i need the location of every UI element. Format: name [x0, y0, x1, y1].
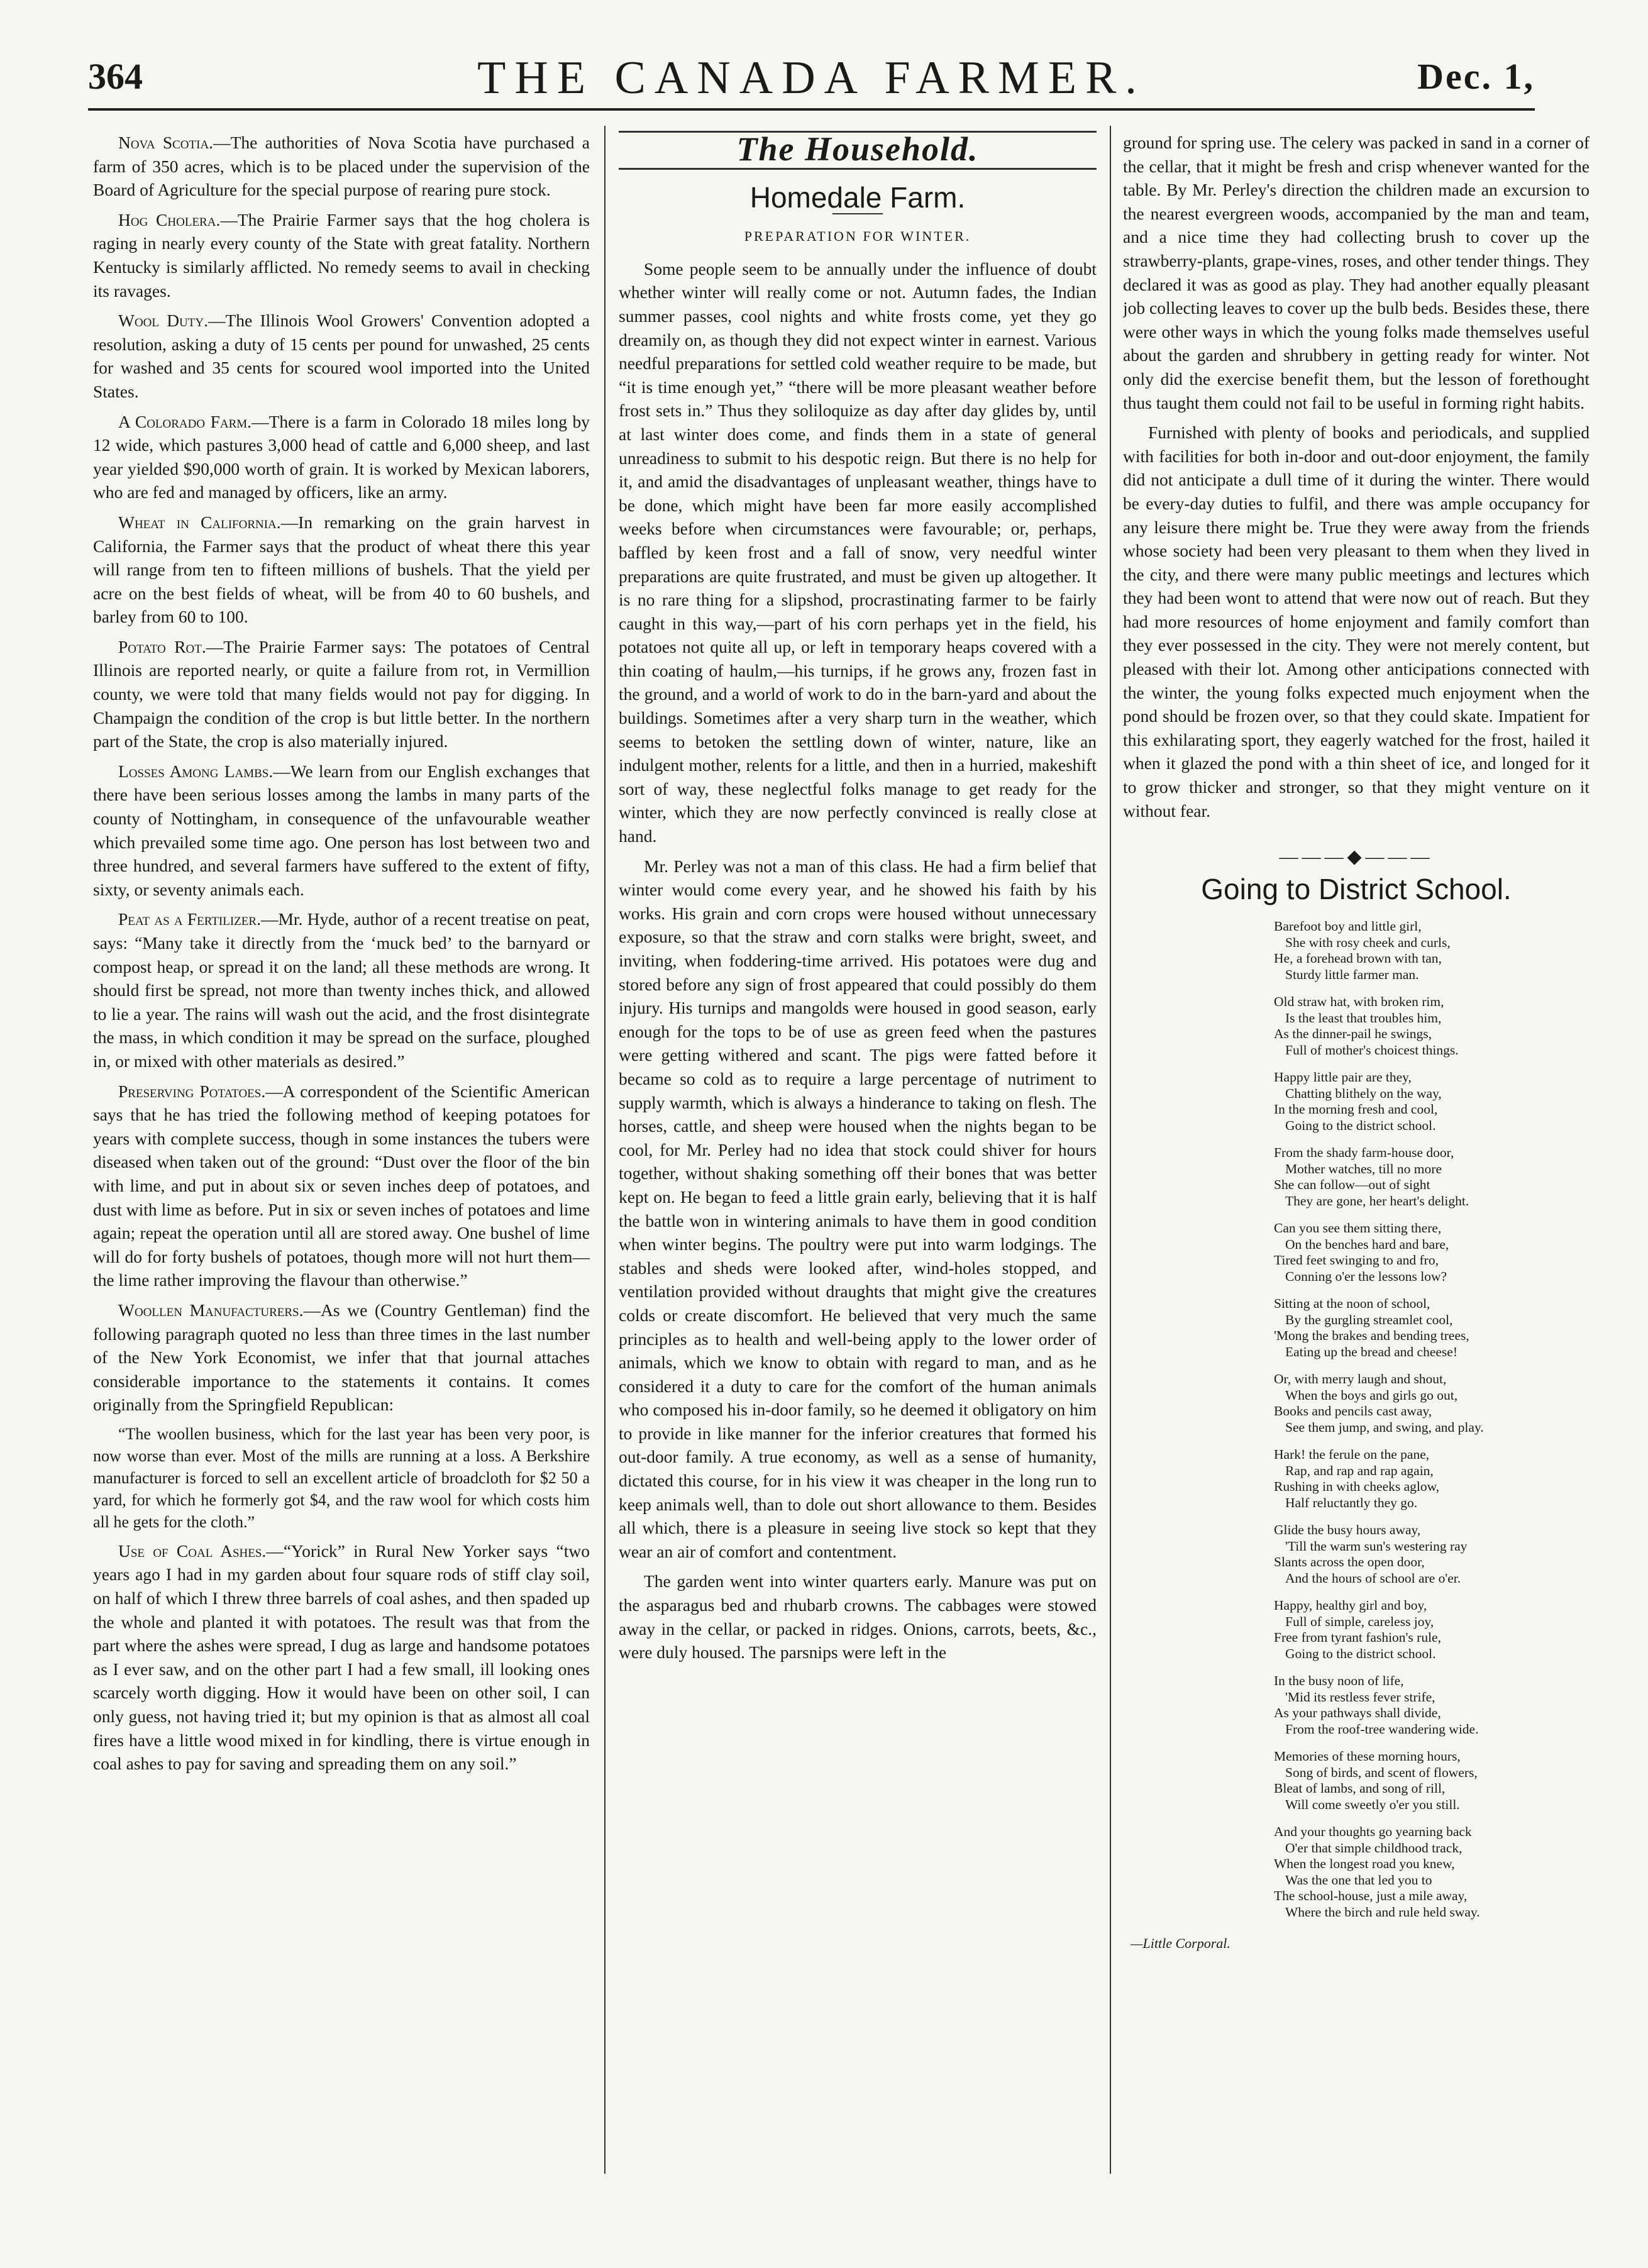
poem-line: Was the one that led you to [1285, 1872, 1432, 1888]
poem-stanza [1274, 1824, 1590, 1920]
poem-line: See them jump, and swing, and play. [1285, 1419, 1484, 1435]
section-heading: The Household. [619, 131, 1097, 170]
poem-line: In the busy noon of life, [1274, 1673, 1404, 1689]
ornamental-divider: ———◆——— [1279, 846, 1434, 868]
item-heading: Potato Rot. [118, 636, 206, 656]
news-item [93, 760, 590, 902]
item-text: —The Prairie Farmer says that the hog cholera is raging in nearly every county of the State with great fatality. Northern Kentucky is similarly afflicted. No remedy seems to avail in checking its ravages. [93, 209, 590, 301]
poem-line: From the roof-tree wandering wide. [1285, 1721, 1479, 1737]
poem-stanza [1274, 1447, 1590, 1511]
item-text: —“Yorick” in Rural New Yorker says “two years ago I had in my garden about four square rods of stiff clay soil, on half of which I threw three barrels of coal ashes, and then spaded up the whole and planted it with potatoes. The result was that from the part where the ashes were spread, I dug as large and handsome potatoes as I ever saw, and on the other part I had a few small, ill looking ones scarcely worth digging. How it would have been on other soil, I can only guess, not having tried it; but my opinion is that as almost all coal fires have a little wood mixed in for kindling, there is virtue enough in coal ashes to pay for saving and spreading them on any soil.” [93, 1541, 590, 1774]
poem-stanza [1274, 1598, 1590, 1662]
poem-line: Tired feet swinging to and fro, [1274, 1253, 1439, 1268]
article-paragraph: Some people seem to be annually under the influence of doubt whether winter will really come or not. Autumn fades, the Indian summer passes, cool nights and white frosts come, yet they go dreamily on, as though they did not expect winter in earnest. Various needful preparations for settled cold weather require to be made, but “it is time enough yet,” “there will be more pleasant weather before frost sets in.” Thus they soliloquize as day after day glides by, until at last winter does come, and finds them in a state of general unreadiness to submit to his despotic reign. But there is no help for it, and amid the disadvantages of unpleasant weather, things have to be done, which might have been far more easily accomplished weeks before when circumstances were favourable; or, perhaps, baffled by keen frost and a fall of snow, very needful winter preparations are quite frustrated, and must be given up altogether. It is no rare thing for a slipshod, procrastinating farmer to be fairly caught in this way,—part of his corn perhaps yet in the field, his potatoes not quite all up, or left in temporary heaps covered with a thin coating of haulm,—his turnips, if he grows any, frozen fast in the ground, and a world of work to do in the barn-yard and about the buildings. Sometimes after a very sharp turn in the weather, which seems to betoken the settling down of winter, nature, like an indulgent mother, relents for a little, and then in a hurried, makeshift sort of way, these neglectful folks manage to get ready for the winter, which they are now perfectly convinced is really close at hand. [619, 258, 1097, 846]
poem-line: By the gurgling streamlet cool, [1285, 1312, 1453, 1327]
poem-stanza [1274, 1673, 1590, 1737]
poem-line: Slants across the open door, [1274, 1554, 1425, 1570]
news-item [93, 1298, 590, 1417]
poem-stanza [1274, 1749, 1590, 1813]
news-item [93, 309, 590, 403]
poem-line: Rap, and rap and rap again, [1285, 1463, 1434, 1478]
poem-line: As the dinner-pail he swings, [1274, 1026, 1432, 1042]
poem-line: Hark! the ferule on the pane, [1274, 1447, 1430, 1463]
poem-line: Rushing in with cheeks aglow, [1274, 1479, 1440, 1495]
poem-stanza [1274, 1145, 1590, 1209]
item-text: —In remarking on the grain harvest in California, the Farmer says that the product of wheat there this year will range from ten to fifteen millions of bushels. That the yield per acre on the best fields of wheat, will be from 40 to 60 bushels, and barley from 60 to 100. [93, 512, 590, 627]
poem-line: Sitting at the noon of school, [1274, 1296, 1430, 1312]
item-text: —The authorities of Nova Scotia have purchased a farm of 350 acres, which is to be placed under the supervision of the Board of Agriculture for the special purpose of rearing pure stock. [93, 133, 590, 200]
item-heading: Preserving Potatoes. [118, 1081, 266, 1101]
poem-stanza [1274, 1522, 1590, 1586]
article-paragraph: ground for spring use. The celery was packed in sand in a corner of the cellar, that it might be fresh and crisp whenever wanted for the table. By Mr. Perley's direction the children made an excursion to the nearest evergreen woods, accompanied by the man and team, and a nice time they had collecting brush to cover up the strawberry-plants, grape-vines, roses, and other tender things. They declared it was as good as play. They had another equally pleasant job collecting leaves to cover up the bulb beds. Besides these, there were other ways in which the young folks made themselves useful about the garden and shrubbery in getting ready for winter. Not only did the exercise benefit them, but the lesson of forethought thus taught them could not fail to be useful in forming right habits. [1123, 133, 1590, 412]
poem-stanza [1274, 1371, 1590, 1435]
poem-stanza [1274, 1296, 1590, 1360]
item-heading: Losses Among Lambs. [118, 761, 274, 781]
poem-line: Full of mother's choicest things. [1285, 1042, 1459, 1058]
poem-line: And your thoughts go yearning back [1274, 1824, 1472, 1840]
poem-line: Books and pencils cast away, [1274, 1403, 1432, 1419]
item-heading: Woollen Manufacturers. [118, 1300, 304, 1320]
poem-line: Or, with merry laugh and shout, [1274, 1371, 1447, 1387]
item-heading: Wool Duty. [118, 311, 208, 331]
poem-line: They are gone, her heart's delight. [1285, 1193, 1469, 1209]
news-item [93, 511, 590, 629]
news-item [93, 1080, 590, 1292]
poem-line: Will come sweetly o'er you still. [1285, 1796, 1460, 1812]
poem-line: In the morning fresh and cool, [1274, 1102, 1438, 1117]
item-heading: Peat as a Fertilizer. [118, 909, 261, 929]
column-divider [1110, 126, 1111, 2174]
issue-date: Dec. 1, [1417, 56, 1535, 97]
poem-author: —Little Corporal. [1131, 1935, 1230, 1952]
poem-line: When the boys and girls go out, [1285, 1387, 1458, 1403]
poem-line: Mother watches, till no more [1285, 1161, 1442, 1176]
poem-stanza [1274, 1220, 1590, 1285]
poem-line: Old straw hat, with broken rim, [1274, 994, 1444, 1010]
item-heading: Wheat in California. [118, 512, 281, 532]
item-text: —As we (Country Gentleman) find the following paragraph quoted no less than three times in the last number of the New York Economist, we infer that that journal attaches considerable importance to the statements it contains. It comes originally from the Springfield Republican: [93, 1300, 590, 1415]
poem-line: On the benches hard and bare, [1285, 1236, 1449, 1252]
poem-stanza [1274, 1070, 1590, 1134]
poem-line: Is the least that troubles him, [1285, 1010, 1442, 1026]
column-household [619, 131, 1097, 2174]
masthead-title: THE CANADA FARMER. [477, 52, 1146, 104]
poem-line: Glide the busy hours away, [1274, 1522, 1421, 1538]
column-continuation-poem [1123, 131, 1590, 2174]
item-heading: Nova Scotia. [118, 133, 214, 152]
poem-line: Half reluctantly they go. [1285, 1495, 1418, 1510]
item-text: —The Illinois Wool Growers' Convention adopted a resolution, asking a duty of 15 cents per pound for unwashed, 25 cents for washed and 35 cents for scoured wool imported into the United States. [93, 311, 590, 401]
poem-line: Going to the district school. [1285, 1646, 1436, 1661]
article-paragraph: The garden went into winter quarters early. Manure was put on the asparagus bed and rhubarb crowns. The cabbages were stowed away in the cellar, or packed in ridges. Onions, carrots, beets, &c., were duly housed. The parsnips were left in the [619, 1571, 1097, 1662]
poem-line: 'Mid its restless fever strife, [1285, 1689, 1435, 1705]
news-item [93, 410, 590, 504]
poem-line: From the shady farm-house door, [1274, 1145, 1454, 1161]
poem-line: Sturdy little farmer man. [1285, 966, 1419, 982]
poem-line: Free from tyrant fashion's rule, [1274, 1630, 1441, 1646]
poem-stanza [1274, 994, 1590, 1058]
poem-line: Eating up the bread and cheese! [1285, 1344, 1457, 1359]
poem-line: O'er that simple childhood track, [1285, 1840, 1463, 1856]
poem-line: When the longest road you knew, [1274, 1856, 1455, 1872]
poem-line: Full of simple, careless joy, [1285, 1613, 1434, 1629]
poem-line: Happy little pair are they, [1274, 1070, 1412, 1085]
quoted-paragraph: “The woollen business, which for the last year has been very poor, is now worse than ever. Most of the mills are running at a loss. A Berkshire manufacturer is forced to sell an excellent article of broadcloth for $2 50 a yard, for which he formerly got $4, and the raw wool for which costs him all he gets for the cloth.” [93, 1424, 590, 1531]
poem-title: Going to District School. [1201, 872, 1512, 905]
item-text: —There is a farm in Colorado 18 miles long by 12 wide, which pastures 3,000 head of cattle and 6,000 sheep, and last year yielded $90,000 worth of grain. It is worked by Mexican laborers, who are fed and managed by officers, like an army. [93, 411, 590, 502]
news-item [93, 131, 590, 202]
poem-line: Bleat of lambs, and song of rill, [1274, 1781, 1446, 1796]
article-paragraph: Furnished with plenty of books and periodicals, and supplied with facilities for both in-door and out-door enjoyment, the family did not anticipate a dull time of it during the winter. There would be every-day duties to fulfil, and there was ample occupancy for any leisure there might be. True they were away from the friends whose society had been very pleasant to them when they lived in the city, and there were many public meetings and lectures which they had been wont to attend that were now out of reach. But they had more resources of home enjoyment and family comfort than they ever possessed in the city. They were not merely content, but pleased with their lot. Among other anticipations connected with the winter, the young folks expected much enjoyment when the pond should be frozen over, so that they could skate. Impatient for this exhilarating sport, they eagerly watched for the frost, hailed it when it glazed the pond with a thin sheet of ice, and longed for it to grow thicker and stronger, so that they might venture on it without fear. [1123, 423, 1590, 821]
poem-line: Chatting blithely on the way, [1285, 1085, 1442, 1101]
poem-line: She with rosy cheek and curls, [1285, 934, 1451, 950]
page-number: 364 [88, 56, 143, 97]
news-item [93, 907, 590, 1073]
article-title: Homedale Farm. [749, 180, 966, 214]
article-subheading: PREPARATION FOR WINTER. [744, 228, 971, 245]
poem-stanza [1274, 919, 1590, 983]
poem-line: The school-house, just a mile away, [1274, 1888, 1468, 1904]
poem-line: Can you see them sitting there, [1274, 1220, 1442, 1236]
item-heading: Use of Coal Ashes. [118, 1541, 267, 1561]
item-text: —Mr. Hyde, author of a recent treatise on peat, says: “Many take it directly from the ‘muck bed’ to the barnyard or compost heap, or spread it on the land; all these methods are wrong. It should first be spread, not more than twenty inches thick, and allowed to lie a year. The rains will wash out the acid, and the frost disintegrate the mass, in which condition it may be spread on the surface, ploughed in, or mixed with other materials as desired.” [93, 909, 590, 1071]
page-header [88, 39, 1535, 111]
item-heading: A Colorado Farm. [118, 411, 252, 431]
poem-line: Happy, healthy girl and boy, [1274, 1598, 1427, 1613]
news-item [93, 1539, 590, 1776]
column-news-items [93, 131, 590, 2174]
poem-line: Barefoot boy and little girl, [1274, 919, 1422, 934]
poem-body [1123, 919, 1590, 1920]
item-text: —A correspondent of the Scientific American says that he has tried the following method of keeping potatoes for years with complete success, though in some instances the tubers were diseased when taken out of the ground: “Dust over the floor of the bin with lime, and put in about six or seven inches deep of potatoes, and dust with lime as before. Put in six or seven inches of potatoes and lime again; repeat the operation until all are stored away. One bushel of lime will do for forty bushels of potatoes, though more will not hurt them—the lime rather improving the flavour than otherwise.” [93, 1081, 590, 1290]
poem-line: And the hours of school are o'er. [1285, 1570, 1461, 1586]
item-text: —We learn from our English exchanges that there have been serious losses among the lambs in many parts of the county of Nottingham, in consequence of the unfavourable weather which prevailed some time ago. One person has lost between two and three hundred, and several farmers have suffered to the extent of fifty, sixty, or seventy animals each. [93, 761, 590, 899]
item-text: —The Prairie Farmer says: The potatoes of Central Illinois are reported nearly, or quite a failure from rot, in Vermillion county, we were told that many fields would not pay for digging. In Champaign the condition of the crop is but little better. In the northern part of the State, the crop is also materially injured. [93, 636, 590, 751]
poem-line: Conning o'er the lessons low? [1285, 1268, 1447, 1284]
news-item [93, 208, 590, 302]
column-divider [604, 126, 606, 2174]
poem-line: Song of birds, and scent of flowers, [1285, 1764, 1478, 1780]
poem-line: Memories of these morning hours, [1274, 1749, 1461, 1764]
poem-line: She can follow—out of sight [1274, 1177, 1430, 1193]
poem-line: 'Till the warm sun's westering ray [1285, 1538, 1468, 1554]
poem-line: Where the birch and rule held sway. [1285, 1904, 1480, 1920]
poem-line: 'Mong the brakes and bending trees, [1274, 1328, 1469, 1344]
item-heading: Hog Cholera. [118, 209, 221, 230]
poem-line: He, a forehead brown with tan, [1274, 951, 1442, 966]
poem-line: As your pathways shall divide, [1274, 1705, 1441, 1721]
news-item [93, 635, 590, 753]
poem-line: Going to the district school. [1285, 1117, 1436, 1133]
article-paragraph: Mr. Perley was not a man of this class. He had a firm belief that winter would come every year, and he showed his faith by his works. His grain and corn crops were housed without unnecessary exposure, so that the straw and corn stalks were bright, sweet, and inviting, when foddering-time arrived. His potatoes were dug and stored before any sign of frost appeared that could possibly do them injury. His turnips and mangolds were housed in good season, early enough for the tops to be of use as green feed when the pastures were getting withered and scant. The pigs were fatted before it became so cold as to require a large percentage of nutriment to supply warmth, which is always a hinderance to taking on flesh. The horses, cattle, and sheep were housed when the nights began to be cool, for Mr. Perley had no idea that stock could shiver for hours together, without shaking something off their bones that was better kept on. He began to feed a little grain early, believing that it is half the battle won in wintering animals to have them in good condition when winter begins. The poultry were put into warm lodgings. The stables and sheds were looked after, wind-holes stopped, and ventilation provided without draughts that might give the creatures colds or create discomfort. He believed that very much the same principles as to health and well-being apply to the lower order of animals, which we know to obtain with regard to man, and as he considered it a duty to care for the comfort of the human animals who composed his in-door family, so he deemed it obligatory on him to provide in like manner for the inferior creatures that formed his out-door family. A true economy, as well as a sense of humanity, dictated this course, for in his view it was cheaper in the long run to keep animals well, than to dole out short allowance to them. Besides all which, there is a pleasure in seeing live stock so kept that they wear an air of comfort and contentment. [619, 856, 1097, 1561]
